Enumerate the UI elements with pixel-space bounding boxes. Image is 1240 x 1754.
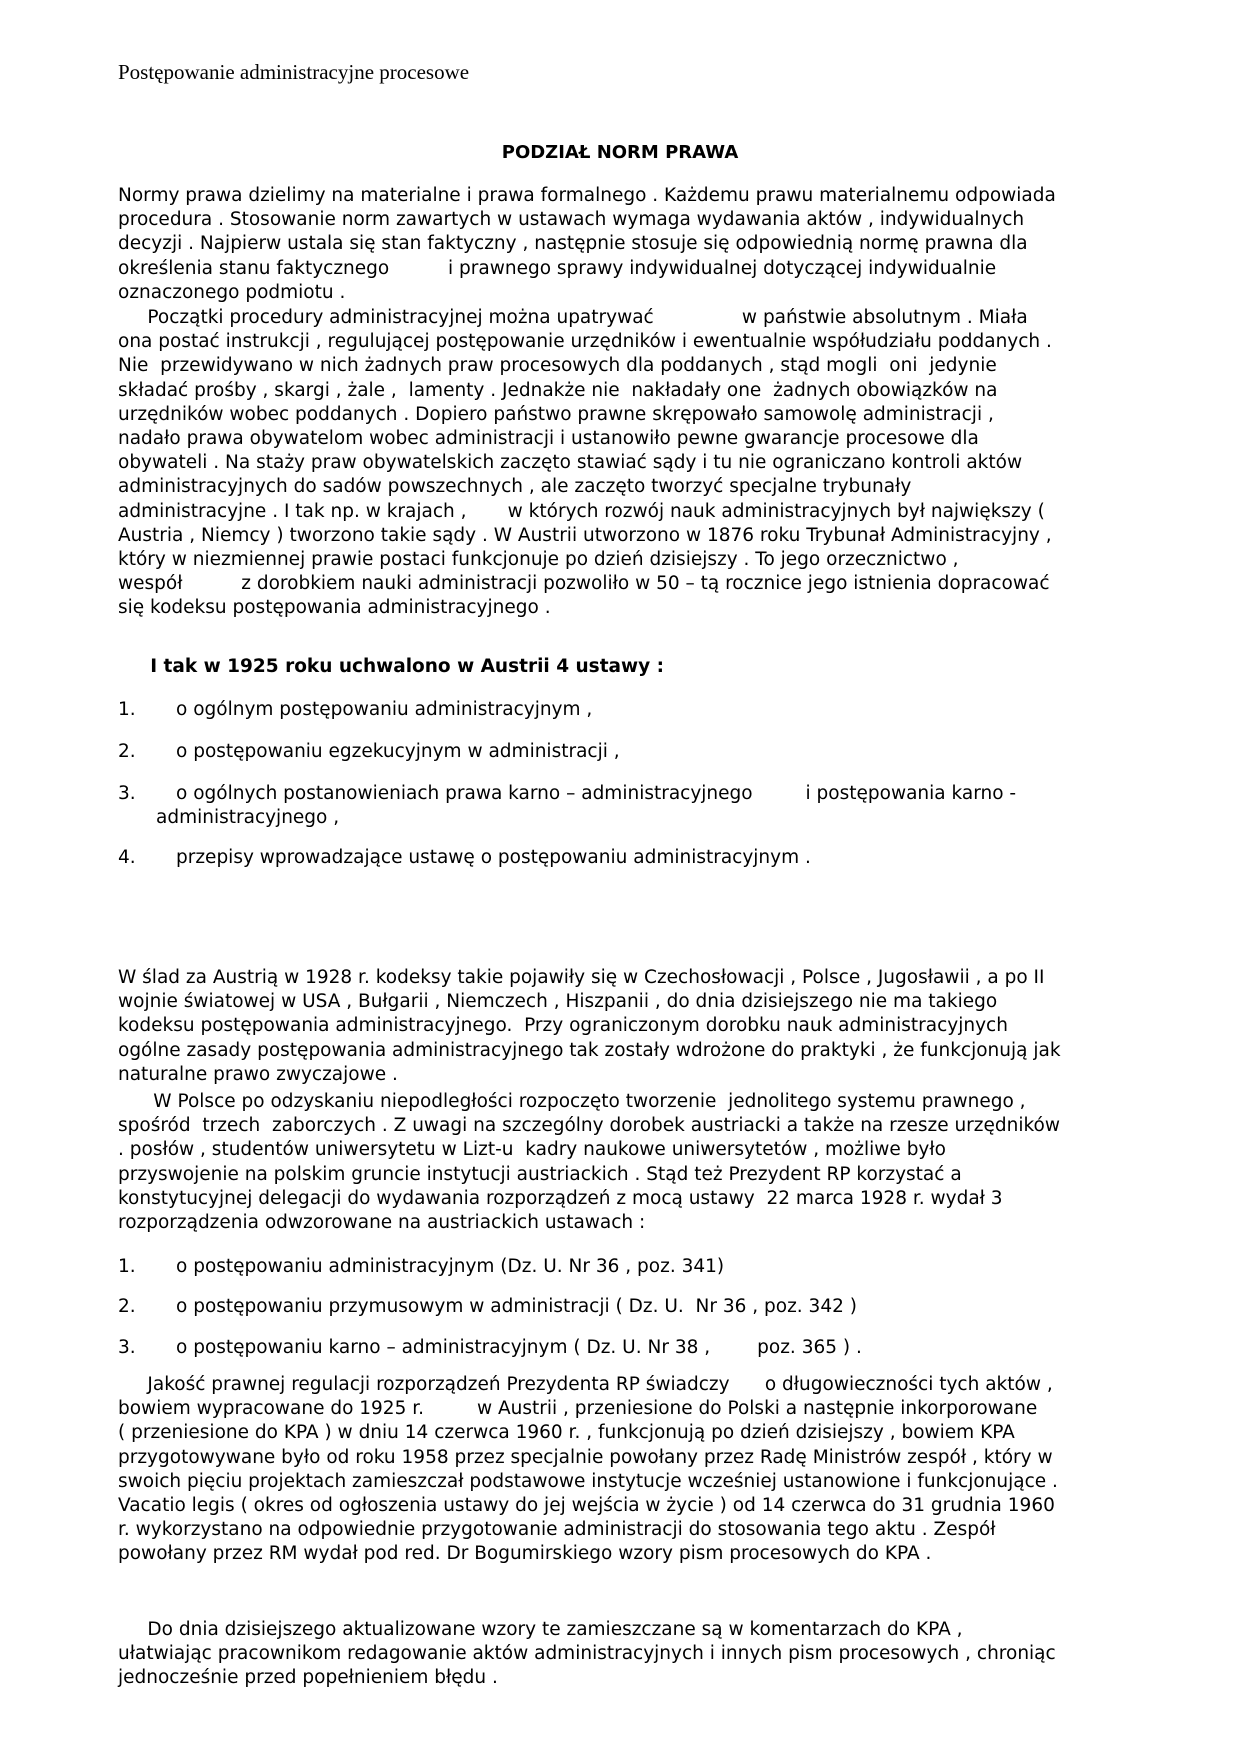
- list-item: [118, 846, 1183, 870]
- paragraph-regulation-quality: Jakość prawnej regulacji rozporządzeń Prezydenta RP świadczy o długowieczności tych aktów , bowiem wypracowane do 1925 r. w Austrii , przeniesione do Polski a następnie inkorporowane ( przeniesione do KPA ) w dniu 14 czerwca 1960 r. , funkcjonują po dzień dzisiejszy , bowiem KPA przygotowywane było od roku 1958 przez specjalnie powołany przez Radę Ministrów zespół , który w swoich pięciu projektach zamieszczał podstawowe instytucje wcześniej ustanowione i funkcjonujące . Vacatio legis ( okres od ogłoszenia ustawy do jej wejścia w życie ) od 14 czerwca do 31 grudnia 1960 r. wykorzystano na odpowiednie przygotowanie administracji do stosowania tego aktu . Zespół powołany przez RM wydał pod red. Dr Bogumirskiego wzory pism procesowych do KPA .: [118, 1374, 1058, 1565]
- list-item-text: o postępowaniu przymusowym w administracji ( Dz. U. Nr 36 , poz. 342 ): [176, 1296, 857, 1317]
- list-item: [118, 1255, 1183, 1279]
- list-item: [118, 698, 1183, 722]
- list-item-number: 2.: [118, 741, 136, 762]
- list-item-text: o ogólnym postępowaniu administracyjnym ,: [176, 699, 593, 720]
- list-item: [118, 740, 1183, 764]
- list-item-number: 4.: [118, 847, 136, 868]
- paragraph-poland: W Polsce po odzyskaniu niepodległości rozpoczęto tworzenie jednolitego systemu prawnego , spośród trzech zaborczych . Z uwagi na szczególny dorobek austriacki a także na rzesze urzędników . posłów , studentów uniwersytetu w Lizt-u kadry naukowe uniwersytetów , możliwe było przyswojenie na polskim gruncie instytucji austriackich . Stąd też Prezydent RP korzystać a konstytucyjnej delegacji do wydawania rozporządzeń z mocą ustawy 22 marca 1928 r. wydał 3 rozporządzenia odwzorowane na austriackich ustawach :: [118, 1091, 1060, 1234]
- document-title: PODZIAŁ NORM PRAWA: [501, 142, 739, 163]
- paragraph-norms: Normy prawa dzielimy na materialne i prawa formalnego . Każdemu prawu materialnemu odpowiada procedura . Stosowanie norm zawartych w ustawach wymaga wydawania aktów , indywidualnych decyzji . Najpierw ustala się stan faktyczny , następnie stosuje się odpowiednią normę prawna dla określenia stanu faktycznego i prawnego sprawy indywidualnej dotyczącej indywidualnie oznaczonego podmiotu .: [118, 185, 1056, 303]
- list-item-text: o ogólnych postanowieniach prawa karno – administracyjnego i postępowania karno -: [176, 783, 1017, 804]
- list-item-number: 2.: [118, 1296, 136, 1317]
- list-item: [118, 1336, 1183, 1360]
- list-item-text: przepisy wprowadzające ustawę o postępowaniu administracyjnym .: [176, 847, 811, 868]
- list-item: [118, 1295, 1183, 1319]
- paragraph-procedure-origins: Początki procedury administracyjnej można upatrywać w państwie absolutnym . Miała ona postać instrukcji , regulującej postępowanie urzędników i ewentualnie współudziału poddanych . Nie przewidywano w nich żadnych praw procesowych dla poddanych , stąd mogli oni jedynie składać prośby , skargi , żale , lamenty . Jednakże nie nakładały one żadnych obowiązków na urzędników wobec poddanych . Dopiero państwo prawne skrępowało samowolę administracji , nadało prawa obywatelom wobec administracji i ustanowiło pewne gwarancje procesowe dla obywateli . Na staży praw obywatelskich zaczęto stawiać sądy i tu nie ograniczano kontroli aktów administracyjnych do sadów powszechnych , ale zaczęto tworzyć specjalne trybunały administracyjne . I tak np. w krajach , w których rozwój nauk administracyjnych był największy ( Austria , Niemcy ) tworzono takie sądy . W Austrii utworzono w 1876 roku Trybunał Administracyjny , który w niezmiennej prawie postaci funkcjonuje po dzień dzisiejszy . To jego orzecznictwo , wespół z dorobkiem nauki administracji pozwoliło w 50 – tą rocznice jego istnienia dopracować się kodeksu postępowania administracyjnego .: [118, 307, 1052, 619]
- list-item-number: 3.: [118, 1337, 136, 1358]
- list-item-number: 1.: [118, 699, 136, 720]
- list-item-number: 1.: [118, 1256, 136, 1277]
- list-item: [118, 782, 1183, 830]
- paragraph-codification: W ślad za Austrią w 1928 r. kodeksy takie pojawiły się w Czechosłowacji , Polsce , Jugosławii , a po II wojnie światowej w USA , Bułgarii , Niemczech , Hiszpanii , do dnia dzisiejszego nie ma takiego kodeksu postępowania administracyjnego. Przy ograniczonym dorobku nauk administracyjnych ogólne zasady postępowania administracyjnego tak zostały wdrożone do praktyki , że funkcjonują jak naturalne prawo zwyczajowe .: [118, 967, 1061, 1085]
- list-item-text: o postępowaniu administracyjnym (Dz. U. Nr 36 , poz. 341): [176, 1256, 725, 1277]
- list-item-text: o postępowaniu egzekucyjnym w administracji ,: [176, 741, 620, 762]
- running-header: Postępowanie administracyjne procesowe: [118, 60, 470, 84]
- list-item-text: o postępowaniu karno – administracyjnym ( Dz. U. Nr 38 , poz. 365 ) .: [176, 1337, 862, 1358]
- list-item-continuation: administracyjnego ,: [156, 807, 340, 829]
- paragraph-templates: Do dnia dzisiejszego aktualizowane wzory te zamieszczane są w komentarzach do KPA , ułatwiając pracownikom redagowanie aktów administracyjnych i innych pism procesowych , chroniąc jednocześnie przed popełnieniem błędu .: [118, 1619, 1056, 1689]
- austria-laws-intro: I tak w 1925 roku uchwalono w Austrii 4 ustawy :: [118, 656, 665, 677]
- list-item-number: 3.: [118, 783, 136, 804]
